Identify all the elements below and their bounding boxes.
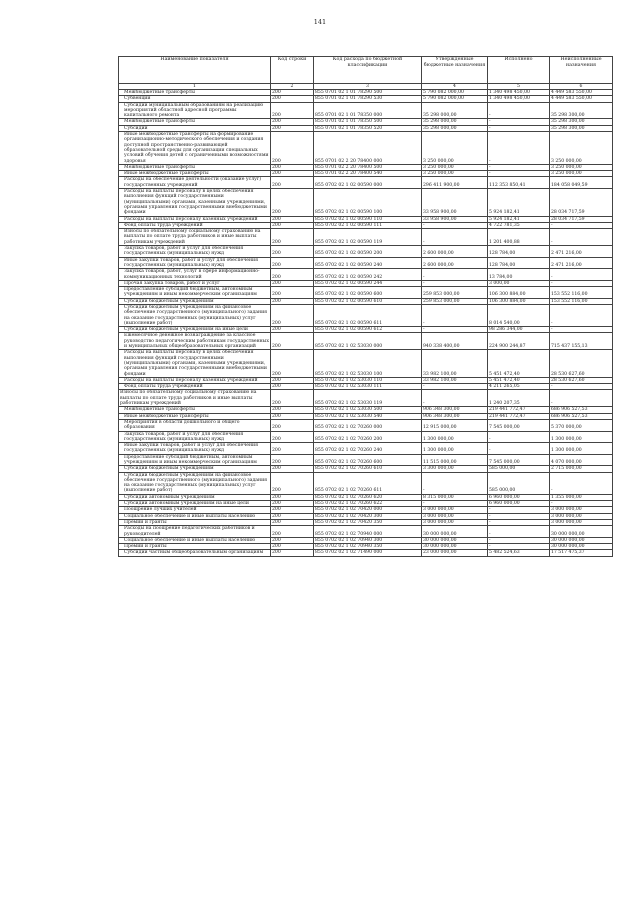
row-code-cell: 855 0702 02 1 02 00590 242 <box>314 269 422 281</box>
header-remaining: Неисполненные назначения <box>550 57 613 84</box>
row-line-cell: 200 <box>271 171 314 177</box>
table-row <box>119 189 613 216</box>
row-name-cell: Субсидии бюджетным учреждениям <box>119 298 271 304</box>
row-code-cell: 855 0702 02 1 02 70420 300 <box>314 513 422 519</box>
row-remaining-cell: - <box>550 390 613 407</box>
row-remaining-cell: 2 715 000,00 <box>550 466 613 472</box>
row-approved-cell: 35 298 000,00 <box>422 125 488 131</box>
header-indicator-name: Наименование показателя <box>119 57 271 84</box>
row-code-cell: 855 0702 02 1 02 00590 119 <box>314 229 422 246</box>
row-line-cell: 200 <box>271 246 314 258</box>
row-name-cell: Межбюджетные трансферты <box>119 407 271 413</box>
table-row <box>119 550 613 556</box>
column-index: 6 <box>550 84 613 90</box>
row-remaining-cell: 4 449 583 550,00 <box>550 90 613 96</box>
row-name-cell: Расходы на выплаты персоналу в целях обеспечения выполнения функций государственными (муниципальными) органами, казенными учреждениями, органами управления государственными внебюджетными фондами <box>119 189 271 216</box>
row-code-cell: 855 0702 02 1 02 53030 000 <box>314 333 422 350</box>
row-executed-cell: 4 722 781,35 <box>488 222 550 228</box>
row-name-cell: Субсидии бюджетным учреждениям на иные цели <box>119 327 271 333</box>
row-executed-cell: 6 960 000,00 <box>488 494 550 500</box>
row-name-cell: Субсидии <box>119 125 271 131</box>
row-code-cell: 855 0702 02 1 02 53030 540 <box>314 413 422 419</box>
row-remaining-cell: 4 449 583 550,00 <box>550 96 613 102</box>
row-name-cell: Закупка товаров, работ и услуг для обеспечения государственных (муниципальных) нужд <box>119 431 271 443</box>
row-code-cell: 855 0701 02 1 01 78350 520 <box>314 125 422 131</box>
row-remaining-cell: 35 298 300,00 <box>550 119 613 125</box>
row-remaining-cell: - <box>550 384 613 390</box>
row-name-cell: Премии и гранты <box>119 544 271 550</box>
row-code-cell: 855 0702 02 1 02 70420 350 <box>314 519 422 525</box>
row-remaining-cell: 28 530 627,60 <box>550 350 613 377</box>
row-remaining-cell: 1 355 000,00 <box>550 494 613 500</box>
row-code-cell: 855 0702 02 1 02 53030 500 <box>314 407 422 413</box>
row-executed-cell: 1 340 498 450,00 <box>488 90 550 96</box>
header-executed: Исполнено <box>488 57 550 84</box>
row-name-cell: Ежемесячное денежное вознаграждение за классное руководство педагогическим работникам государственных и муниципальных общеобразовательных организаций <box>119 333 271 350</box>
row-name-cell: Межбюджетные трансферты <box>119 90 271 96</box>
row-remaining-cell: 4 070 000,00 <box>550 454 613 466</box>
row-code-cell: 855 0701 02 2 20 78400 000 <box>314 132 422 165</box>
row-line-cell: 200 <box>271 229 314 246</box>
row-approved-cell: 1 300 000,00 <box>422 443 488 455</box>
row-remaining-cell: 30 000 000,00 <box>550 544 613 550</box>
row-executed-cell: - <box>488 125 550 131</box>
row-executed-cell: - <box>488 164 550 170</box>
row-code-cell: 855 0702 02 1 02 00590 110 <box>314 216 422 222</box>
row-approved-cell: 11 515 000,00 <box>422 454 488 466</box>
row-line-cell: 200 <box>271 384 314 390</box>
row-approved-cell: 5 790 082 000,00 <box>422 90 488 96</box>
row-executed-cell: 6 960 000,00 <box>488 501 550 507</box>
row-code-cell: 855 0701 02 1 01 78350 500 <box>314 119 422 125</box>
row-remaining-cell: 28 530 627,60 <box>550 377 613 383</box>
row-name-cell: Субвенции <box>119 96 271 102</box>
row-code-cell: 855 0702 02 1 02 53030 100 <box>314 350 422 377</box>
row-executed-cell: 5 451 472,40 <box>488 350 550 377</box>
row-name-cell: Социальное обеспечение и иные выплаты населению <box>119 513 271 519</box>
row-approved-cell: - <box>422 390 488 407</box>
row-code-cell: 855 0702 02 1 02 00590 610 <box>314 298 422 304</box>
row-code-cell: 855 0701 02 2 20 78400 500 <box>314 164 422 170</box>
row-line-cell: 200 <box>271 413 314 419</box>
row-executed-cell: 8 014 540,00 <box>488 304 550 326</box>
row-name-cell: Закупка товаров, работ и услуг для обеспечения государственных (муниципальных) нужд <box>119 246 271 258</box>
row-code-cell: 855 0702 02 1 02 70260 611 <box>314 472 422 494</box>
row-line-cell: 200 <box>271 501 314 507</box>
row-name-cell: Субсидии автономным учреждениям <box>119 494 271 500</box>
row-remaining-cell: 715 437 155,13 <box>550 333 613 350</box>
row-approved-cell: 35 298 000,00 <box>422 119 488 125</box>
row-approved-cell: 30 000 000,00 <box>422 537 488 543</box>
row-line-cell: 200 <box>271 102 314 119</box>
row-remaining-cell: 35 298 300,00 <box>550 125 613 131</box>
row-remaining-cell: 153 552 116,00 <box>550 298 613 304</box>
row-remaining-cell: 30 000 000,00 <box>550 537 613 543</box>
table-row <box>119 443 613 455</box>
row-approved-cell: 3 300 000,00 <box>422 466 488 472</box>
row-remaining-cell: 35 298 300,00 <box>550 102 613 119</box>
row-executed-cell: - <box>488 171 550 177</box>
table-row <box>119 431 613 443</box>
row-line-cell: 200 <box>271 494 314 500</box>
row-line-cell: 200 <box>271 280 314 286</box>
table-row <box>119 304 613 326</box>
row-approved-cell: - <box>422 229 488 246</box>
row-executed-cell: 585 000,00 <box>488 472 550 494</box>
row-code-cell: 855 0702 02 1 02 00590 600 <box>314 287 422 299</box>
row-remaining-cell: 2 471 216,00 <box>550 257 613 269</box>
row-remaining-cell: 5 370 000,00 <box>550 419 613 431</box>
row-line-cell: 200 <box>271 90 314 96</box>
table-row <box>119 472 613 494</box>
row-line-cell: 200 <box>271 407 314 413</box>
row-remaining-cell: 3 000 000,00 <box>550 519 613 525</box>
row-name-cell: Предоставление субсидий бюджетным, автономным учреждениям и иным некоммерческим организациям <box>119 287 271 299</box>
row-line-cell: 200 <box>271 431 314 443</box>
row-remaining-cell: 153 552 116,00 <box>550 287 613 299</box>
row-name-cell: Субсидии бюджетным учреждениям <box>119 466 271 472</box>
row-code-cell: 855 0702 02 1 02 70940 000 <box>314 526 422 538</box>
row-approved-cell: 35 298 000,00 <box>422 102 488 119</box>
row-approved-cell: 33 982 100,00 <box>422 350 488 377</box>
row-name-cell: Закупка товаров, работ, услуг в сфере информационно-коммуникационных технологий <box>119 269 271 281</box>
row-line-cell: 200 <box>271 189 314 216</box>
row-line-cell: 200 <box>271 526 314 538</box>
row-approved-cell: 30 000 000,00 <box>422 544 488 550</box>
row-name-cell: Взносы по обязательному социальному страхованию на выплаты по оплате труда работников и иные выплаты работникам учреждений <box>119 229 271 246</box>
row-name-cell: Расходы на выплаты персоналу в целях обеспечения выполнения функций государственными (муниципальными) органами, казенными учреждениями, органами управления государственными внебюджетными фондами <box>119 350 271 377</box>
row-approved-cell: 906 348 300,00 <box>422 407 488 413</box>
row-remaining-cell: 17 517 475,37 <box>550 550 613 556</box>
row-code-cell: 855 0702 02 1 02 70260 610 <box>314 466 422 472</box>
row-remaining-cell: 2 471 216,00 <box>550 246 613 258</box>
row-code-cell: 855 0702 02 1 02 70940 300 <box>314 537 422 543</box>
table-row <box>119 246 613 258</box>
table-row <box>119 257 613 269</box>
row-name-cell: Межбюджетные трансферты <box>119 164 271 170</box>
header-budget-code: Код расхода по бюджетной классификации <box>314 57 422 84</box>
table-row <box>119 269 613 281</box>
table-row <box>119 287 613 299</box>
row-line-cell: 200 <box>271 377 314 383</box>
row-executed-cell: - <box>488 519 550 525</box>
row-line-cell: 200 <box>271 125 314 131</box>
column-index: 5 <box>488 84 550 90</box>
row-executed-cell: 5 451 472,40 <box>488 377 550 383</box>
row-remaining-cell: 28 034 717,59 <box>550 189 613 216</box>
column-index: 2 <box>271 84 314 90</box>
row-line-cell: 200 <box>271 333 314 350</box>
row-executed-cell: 5 924 182,41 <box>488 189 550 216</box>
row-remaining-cell: - <box>550 472 613 494</box>
row-approved-cell: 1 300 000,00 <box>422 431 488 443</box>
row-remaining-cell: 1 300 000,00 <box>550 431 613 443</box>
row-executed-cell: - <box>488 526 550 538</box>
row-name-cell: Социальное обеспечение и иные выплаты населению <box>119 537 271 543</box>
row-line-cell: 200 <box>271 454 314 466</box>
row-code-cell: 855 0702 02 1 02 70420 000 <box>314 507 422 513</box>
row-code-cell: 855 0702 02 1 02 53030 111 <box>314 384 422 390</box>
table-row <box>119 526 613 538</box>
row-executed-cell: - <box>488 119 550 125</box>
row-line-cell: 200 <box>271 222 314 228</box>
row-executed-cell: 224 900 244,87 <box>488 333 550 350</box>
row-line-cell: 200 <box>271 443 314 455</box>
row-line-cell: 200 <box>271 96 314 102</box>
row-line-cell: 200 <box>271 269 314 281</box>
row-name-cell: Субсидии бюджетным учреждениям на финансовое обеспечение государственного (муниципального) задания на оказание государственных (муниципальных) услуг (выполнение работ) <box>119 472 271 494</box>
budget-execution-table <box>118 56 613 557</box>
row-line-cell: 200 <box>271 507 314 513</box>
row-line-cell: 200 <box>271 472 314 494</box>
row-executed-cell: 128 784,00 <box>488 246 550 258</box>
table-header-row <box>119 57 613 84</box>
row-code-cell: 855 0701 02 1 01 78350 000 <box>314 102 422 119</box>
row-code-cell: 855 0702 02 1 02 71490 000 <box>314 550 422 556</box>
page-number: 141 <box>313 18 327 26</box>
row-approved-cell: 3 000 000,00 <box>422 507 488 513</box>
row-line-cell: 200 <box>271 513 314 519</box>
column-index: 1 <box>119 84 271 90</box>
row-line-cell: 200 <box>271 550 314 556</box>
row-code-cell: 855 0702 02 1 02 00590 611 <box>314 304 422 326</box>
row-line-cell: 200 <box>271 164 314 170</box>
row-line-cell: 200 <box>271 519 314 525</box>
table-row <box>119 454 613 466</box>
row-code-cell: 855 0701 02 1 01 78290 530 <box>314 96 422 102</box>
row-approved-cell: 906 348 300,00 <box>422 413 488 419</box>
row-code-cell: 855 0702 02 1 02 70260 200 <box>314 431 422 443</box>
row-approved-cell: 33 958 900,00 <box>422 189 488 216</box>
row-executed-cell: - <box>488 443 550 455</box>
row-name-cell: Субсидии частным общеобразовательным организациям <box>119 550 271 556</box>
row-executed-cell: 7 545 000,00 <box>488 454 550 466</box>
row-name-cell: Субсидии муниципальным образованиям на реализацию мероприятий областной адресной программы капитального ремонта <box>119 102 271 119</box>
table-row <box>119 333 613 350</box>
table-row <box>119 229 613 246</box>
row-name-cell: Межбюджетные трансферты <box>119 119 271 125</box>
row-approved-cell: 33 958 900,00 <box>422 216 488 222</box>
row-code-cell: 855 0702 02 1 02 00590 100 <box>314 189 422 216</box>
row-approved-cell: - <box>422 384 488 390</box>
row-name-cell: Фонд оплаты труда учреждений <box>119 384 271 390</box>
row-executed-cell: 106 300 884,00 <box>488 298 550 304</box>
row-name-cell: Поощрение лучших учителей <box>119 507 271 513</box>
row-remaining-cell: - <box>550 280 613 286</box>
row-approved-cell: 12 915 000,00 <box>422 419 488 431</box>
row-remaining-cell: 686 906 527,53 <box>550 407 613 413</box>
row-name-cell: Расходы на выплаты персоналу казенных учреждений <box>119 377 271 383</box>
row-executed-cell: - <box>488 102 550 119</box>
row-approved-cell: 3 000 000,00 <box>422 519 488 525</box>
table-row <box>119 419 613 431</box>
row-executed-cell: - <box>488 513 550 519</box>
row-executed-cell: 98 286 344,00 <box>488 327 550 333</box>
row-approved-cell: 3 250 000,00 <box>422 164 488 170</box>
row-approved-cell: - <box>422 222 488 228</box>
row-remaining-cell: 686 906 527,53 <box>550 413 613 419</box>
row-remaining-cell: 3 000 000,00 <box>550 513 613 519</box>
row-line-cell: 200 <box>271 298 314 304</box>
row-code-cell: 855 0702 02 1 02 00590 200 <box>314 246 422 258</box>
row-name-cell: Премии и гранты <box>119 519 271 525</box>
row-code-cell: 855 0702 02 1 02 70260 600 <box>314 454 422 466</box>
row-executed-cell: 5 924 182,41 <box>488 216 550 222</box>
row-executed-cell: 219 441 772,47 <box>488 407 550 413</box>
row-name-cell: Предоставление субсидий бюджетным, автономным учреждениям и иным некоммерческим организациям <box>119 454 271 466</box>
row-line-cell: 200 <box>271 350 314 377</box>
row-approved-cell: 2 600 000,00 <box>422 246 488 258</box>
row-name-cell: Расходы на обеспечение деятельности (оказание услуг) государственных учреждений <box>119 177 271 189</box>
row-line-cell: 200 <box>271 327 314 333</box>
row-name-cell: Взносы по обязательному социальному страхованию на выплаты по оплате труда работников и иные выплаты работникам учреждений <box>119 390 271 407</box>
row-line-cell: 200 <box>271 119 314 125</box>
row-code-cell: 855 0702 02 1 02 00590 244 <box>314 280 422 286</box>
row-remaining-cell: 1 300 000,00 <box>550 443 613 455</box>
row-line-cell: 200 <box>271 544 314 550</box>
row-approved-cell: 2 600 000,00 <box>422 257 488 269</box>
row-line-cell: 200 <box>271 287 314 299</box>
row-approved-cell: - <box>422 304 488 326</box>
row-remaining-cell: 3 250 000,00 <box>550 132 613 165</box>
row-name-cell: Субсидии бюджетным учреждениям на финансовое обеспечение государственного (муниципального) задания на оказание государственных (муниципальных) услуг (выполнение работ) <box>119 304 271 326</box>
row-line-cell: 200 <box>271 419 314 431</box>
table-row <box>119 177 613 189</box>
row-code-cell: 855 0702 02 1 02 00590 000 <box>314 177 422 189</box>
row-executed-cell: 585 000,00 <box>488 466 550 472</box>
row-line-cell: 200 <box>271 177 314 189</box>
row-approved-cell: 3 250 000,00 <box>422 132 488 165</box>
row-name-cell: Расходы на выплаты персоналу казенных учреждений <box>119 216 271 222</box>
row-code-cell: 855 0702 02 1 02 70260 000 <box>314 419 422 431</box>
row-code-cell: 855 0701 02 2 20 78400 540 <box>314 171 422 177</box>
column-index: 4 <box>422 84 488 90</box>
row-approved-cell: 33 982 100,00 <box>422 377 488 383</box>
table-row <box>119 132 613 165</box>
row-code-cell: 855 0702 02 1 02 53030 119 <box>314 390 422 407</box>
row-executed-cell: 1 340 498 450,00 <box>488 96 550 102</box>
row-approved-cell: - <box>422 501 488 507</box>
row-approved-cell: 30 000 000,00 <box>422 526 488 538</box>
row-line-cell: 200 <box>271 216 314 222</box>
row-approved-cell: - <box>422 327 488 333</box>
header-line-code: Код строки <box>271 57 314 84</box>
row-approved-cell: 259 853 000,00 <box>422 287 488 299</box>
row-executed-cell: 128 784,00 <box>488 257 550 269</box>
row-code-cell: 855 0701 02 1 01 78290 500 <box>314 90 422 96</box>
row-name-cell: Фонд оплаты труда учреждений <box>119 222 271 228</box>
row-approved-cell: 23 000 000,00 <box>422 550 488 556</box>
row-executed-cell: - <box>488 537 550 543</box>
row-executed-cell: 1 240 207,35 <box>488 390 550 407</box>
row-remaining-cell: - <box>550 327 613 333</box>
row-approved-cell: 259 853 000,00 <box>422 298 488 304</box>
row-name-cell: Иные закупки товаров, работ и услуг для обеспечения государственных (муниципальных) нужд <box>119 443 271 455</box>
row-remaining-cell: 3 250 000,00 <box>550 164 613 170</box>
row-line-cell: 200 <box>271 390 314 407</box>
row-name-cell: Мероприятия в области дошкольного и общего образования <box>119 419 271 431</box>
row-code-cell: 855 0702 02 1 02 53030 110 <box>314 377 422 383</box>
row-remaining-cell: - <box>550 222 613 228</box>
row-executed-cell: - <box>488 431 550 443</box>
row-code-cell: 855 0702 02 1 02 70260 622 <box>314 501 422 507</box>
row-code-cell: 855 0702 02 1 02 00590 240 <box>314 257 422 269</box>
row-name-cell: Расходы на поощрение педагогических работников и руководителей <box>119 526 271 538</box>
row-line-cell: 200 <box>271 132 314 165</box>
row-remaining-cell: 3 000 000,00 <box>550 507 613 513</box>
row-approved-cell: - <box>422 280 488 286</box>
row-approved-cell: - <box>422 472 488 494</box>
row-name-cell: Иные межбюджетные трансферты <box>119 171 271 177</box>
row-remaining-cell: - <box>550 304 613 326</box>
row-name-cell: Иные межбюджетные трансферты на формирование организационно-методического обеспечения и создания доступной пространственно-развивающей образовательной среды для организации специальных условий обучения детей с ограниченными возможностями здоровья <box>119 132 271 165</box>
row-executed-cell: 7 545 000,00 <box>488 419 550 431</box>
row-executed-cell: - <box>488 544 550 550</box>
row-executed-cell: 106 300 884,00 <box>488 287 550 299</box>
row-remaining-cell: - <box>550 501 613 507</box>
table-row <box>119 102 613 119</box>
row-line-cell: 200 <box>271 304 314 326</box>
row-remaining-cell: 28 034 717,59 <box>550 216 613 222</box>
row-name-cell: Прочая закупка товаров, работ и услуг <box>119 280 271 286</box>
row-name-cell: Иные межбюджетные трансферты <box>119 413 271 419</box>
row-remaining-cell: 184 058 049,59 <box>550 177 613 189</box>
row-remaining-cell: 3 250 000,00 <box>550 171 613 177</box>
row-code-cell: 855 0702 02 1 02 70260 240 <box>314 443 422 455</box>
row-approved-cell: 5 790 082 000,00 <box>422 96 488 102</box>
row-approved-cell: 296 411 900,00 <box>422 177 488 189</box>
row-remaining-cell: 30 000 000,00 <box>550 526 613 538</box>
table-row <box>119 390 613 407</box>
row-code-cell: 855 0702 02 1 02 70940 350 <box>314 544 422 550</box>
column-index: 3 <box>314 84 422 90</box>
row-code-cell: 855 0702 02 1 02 00590 111 <box>314 222 422 228</box>
row-code-cell: 855 0702 02 1 02 70260 620 <box>314 494 422 500</box>
row-approved-cell: - <box>422 269 488 281</box>
row-line-cell: 200 <box>271 537 314 543</box>
table-row <box>119 350 613 377</box>
row-executed-cell: 4 211 265,05 <box>488 384 550 390</box>
row-line-cell: 200 <box>271 257 314 269</box>
row-code-cell: 855 0702 02 1 02 00590 612 <box>314 327 422 333</box>
row-remaining-cell: - <box>550 229 613 246</box>
row-executed-cell: 219 441 772,47 <box>488 413 550 419</box>
row-executed-cell: 13 784,00 <box>488 269 550 281</box>
row-executed-cell: 3 000,00 <box>488 280 550 286</box>
row-name-cell: Субсидии автономным учреждениям на иные цели <box>119 501 271 507</box>
row-approved-cell: 8 315 000,00 <box>422 494 488 500</box>
row-line-cell: 200 <box>271 466 314 472</box>
row-executed-cell: - <box>488 507 550 513</box>
row-executed-cell: 5 482 524,63 <box>488 550 550 556</box>
row-approved-cell: 3 250 000,00 <box>422 171 488 177</box>
row-approved-cell: 3 000 000,00 <box>422 513 488 519</box>
row-executed-cell: - <box>488 132 550 165</box>
row-remaining-cell: - <box>550 269 613 281</box>
row-approved-cell: 940 338 400,00 <box>422 333 488 350</box>
row-executed-cell: 112 353 850,41 <box>488 177 550 189</box>
row-executed-cell: 1 201 400,88 <box>488 229 550 246</box>
row-name-cell: Иные закупки товаров, работ и услуг для обеспечения государственных (муниципальных) нужд <box>119 257 271 269</box>
header-approved: Утвержденные бюджетные назначения <box>422 57 488 84</box>
